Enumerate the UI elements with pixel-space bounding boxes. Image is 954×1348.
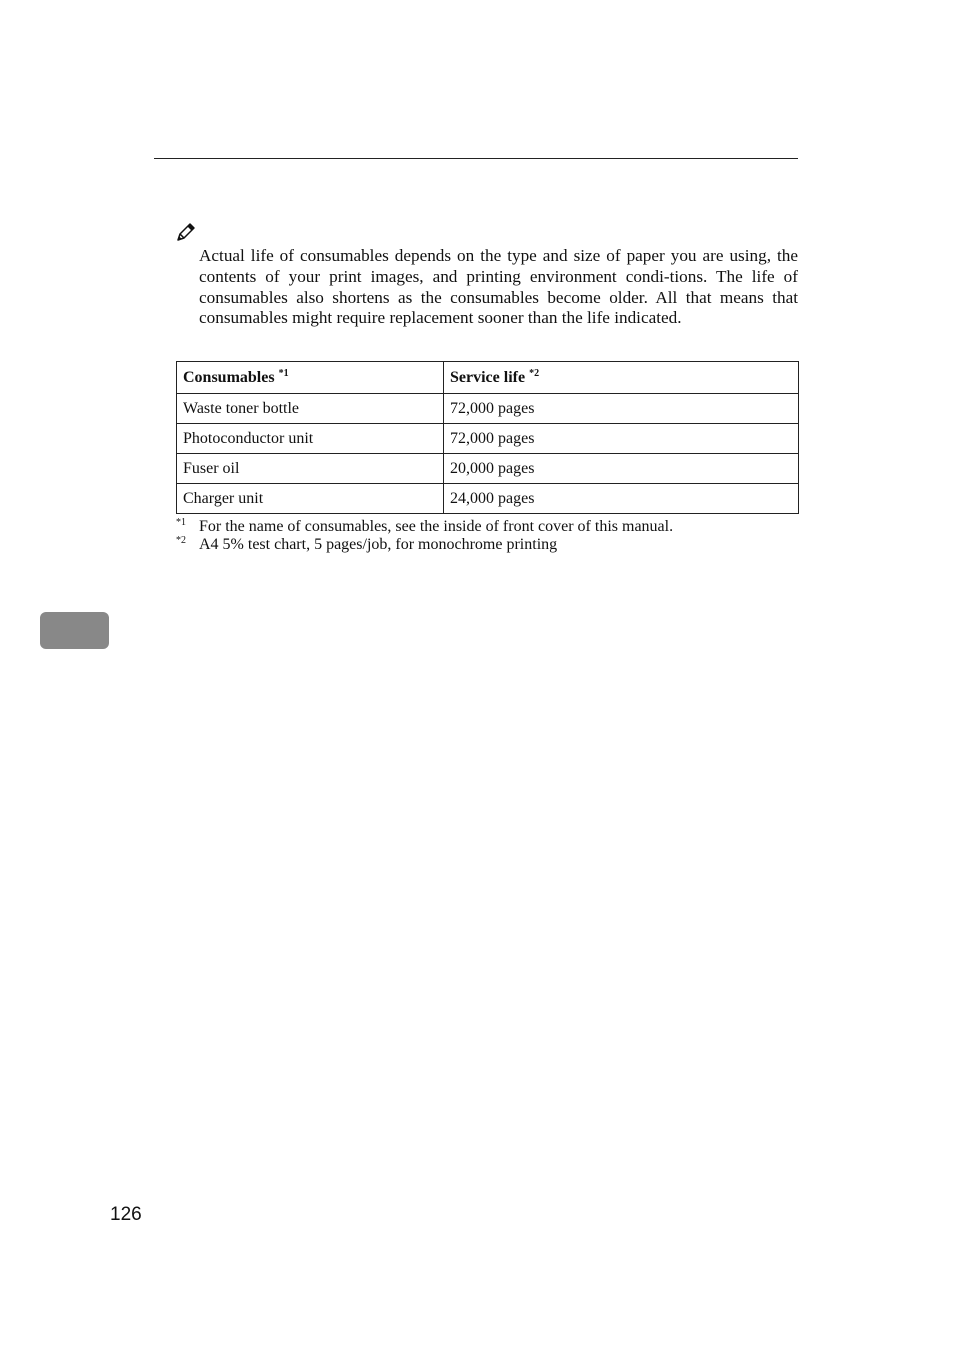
service-life-value: 72,000 pages <box>444 424 799 454</box>
consumables-table <box>176 361 799 514</box>
table-header-row <box>177 362 799 394</box>
header-service-life <box>444 362 799 394</box>
table-row <box>177 394 799 424</box>
service-life-value: 20,000 pages <box>444 454 799 484</box>
consumable-name: Charger unit <box>177 484 444 514</box>
header-consumables <box>177 362 444 394</box>
pencil-icon <box>175 221 197 243</box>
table-row <box>177 424 799 454</box>
footnote-text: For the name of consumables, see the inside of front cover of this manual. <box>199 518 674 535</box>
footnote-mark: *2 <box>176 535 186 546</box>
table-row <box>177 484 799 514</box>
header-label: Service life <box>450 369 526 386</box>
footnote-ref: *1 <box>278 368 289 379</box>
page-number: 126 <box>110 1204 142 1225</box>
footnote-text: A4 5% test chart, 5 pages/job, for monochrome printing <box>199 536 558 553</box>
footnote-ref: *2 <box>529 368 540 379</box>
consumable-name: Fuser oil <box>177 454 444 484</box>
service-life-value: 24,000 pages <box>444 484 799 514</box>
service-life-value: 72,000 pages <box>444 394 799 424</box>
consumable-name: Photoconductor unit <box>177 424 444 454</box>
consumable-name: Waste toner bottle <box>177 394 444 424</box>
footnote-mark: *1 <box>176 517 186 528</box>
header-rule <box>154 158 798 159</box>
note-text: Actual life of consumables depends on the type and size of paper you are using, the contents of your print images, and printing environment condi-tions. The life of consumables also shortens as the consumables become older. All that means that consumables might require replacement sooner than the life indicated. <box>199 246 798 328</box>
header-label: Consumables <box>183 369 275 386</box>
table-row <box>177 454 799 484</box>
chapter-tab <box>40 612 109 649</box>
